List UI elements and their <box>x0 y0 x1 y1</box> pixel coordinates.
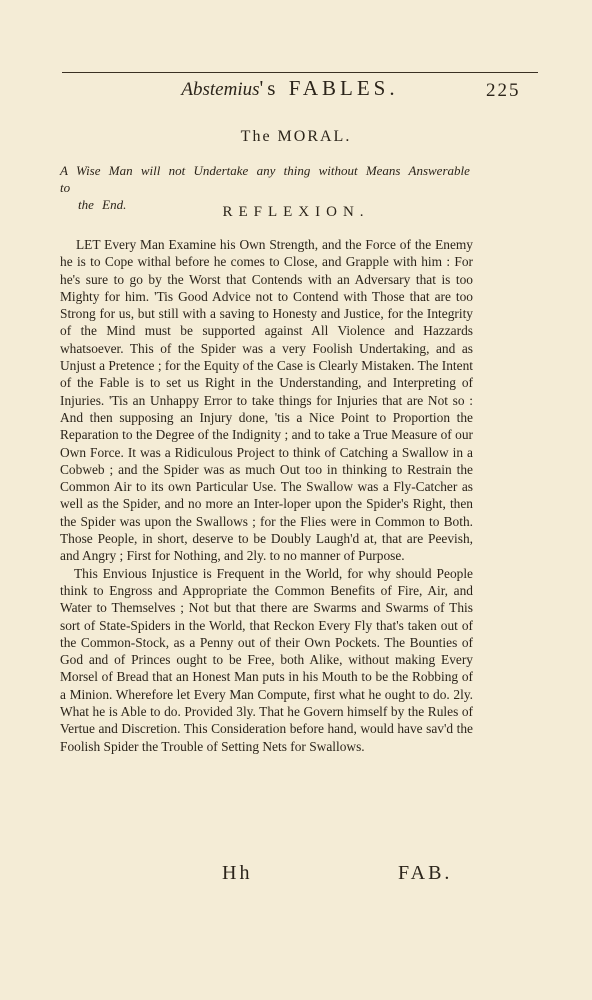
reflexion-body <box>60 236 473 755</box>
signature-mark: Hh <box>222 862 253 884</box>
running-head-title: FABLES. <box>288 76 399 100</box>
running-head-author: Abstemius <box>181 79 260 100</box>
page-number: 225 <box>486 80 521 101</box>
moral-heading: The MORAL. <box>240 128 352 145</box>
running-head-author-suffix: 's <box>259 76 280 100</box>
moral-line-1: A Wise Man will not Undertake any thing without Means Answerable to <box>60 163 470 195</box>
running-head <box>140 76 440 101</box>
moral-line-2: the End. <box>78 197 127 212</box>
reflexion-paragraph-1: LET Every Man Examine his Own Strength, and the Force of the Enemy he is to Cope withal before he comes to Close, and Grapple with him : For he's sure to go by the Worst that Contends with an Adversary that is too Mighty for him. 'Tis Good Advice not to Contend with Those that are too Strong for us, but still with a saving to Honesty and Justice, for the Integrity of the Mind must be supported against All Violence and Hazzards whatsoever. This of the Spider was a very Foolish Undertaking, and as Unjust a Pretence ; for the Equity of the Case is Clearly Mistaken. The Intent of the Fable is to set us Right in the Understanding, and Interpreting of Injuries. 'Tis an Unhappy Error to take things for Injuries that are Not so : And then supposing an Injury done, 'tis a Nice Point to Proportion the Reparation to the Degree of the Indignity ; and to take a True Measure of our Own Force. It was a Ridiculous Project to think of Catching a Swallow in a Cobweb ; and the Spider was as much Out too in thinking to Restrain the Common Air to its own Particular Use. The Swallow was a Fly-Catcher as well as the Spider, and no more an Inter-loper upon the Spider's Right, then the Spider was upon the Swallows ; for the Flies were in Common to Both. Those People, in short, deserve to be Doubly Laugh'd at, that are Peevish, and Angry ; First for Nothing, and 2ly. to no manner of Purpose. <box>60 237 473 564</box>
catchword: FAB. <box>398 862 453 884</box>
header-rule <box>62 72 538 73</box>
reflexion-paragraph-2: This Envious Injustice is Frequent in the World, for why should People think to Engross and Appropriate the Common Benefits of Fire, Air, and Water to Themselves ; Not but that there are Swarms and Swarms of This sort of State-Spiders in the World, that Reckon Every Fly that's taken out of the Common-Stock, as a Penny out of their Own Pockets. The Bounties of God and of Princes ought to be Free, both Alike, without making Every Morsel of Bread that an Honest Man puts in his Mouth to be the Robbing of a Minion. Wherefore let Every Man Compute, first what he ought to do. 2ly. What he is Able to do. Provided 3ly. That he Govern himself by the Rules of Vertue and Discretion. This Consideration before hand, would have sav'd the Foolish Spider the Trouble of Setting Nets for Swallows. <box>60 565 473 754</box>
reflexion-heading: REFLEXION. <box>222 204 370 220</box>
